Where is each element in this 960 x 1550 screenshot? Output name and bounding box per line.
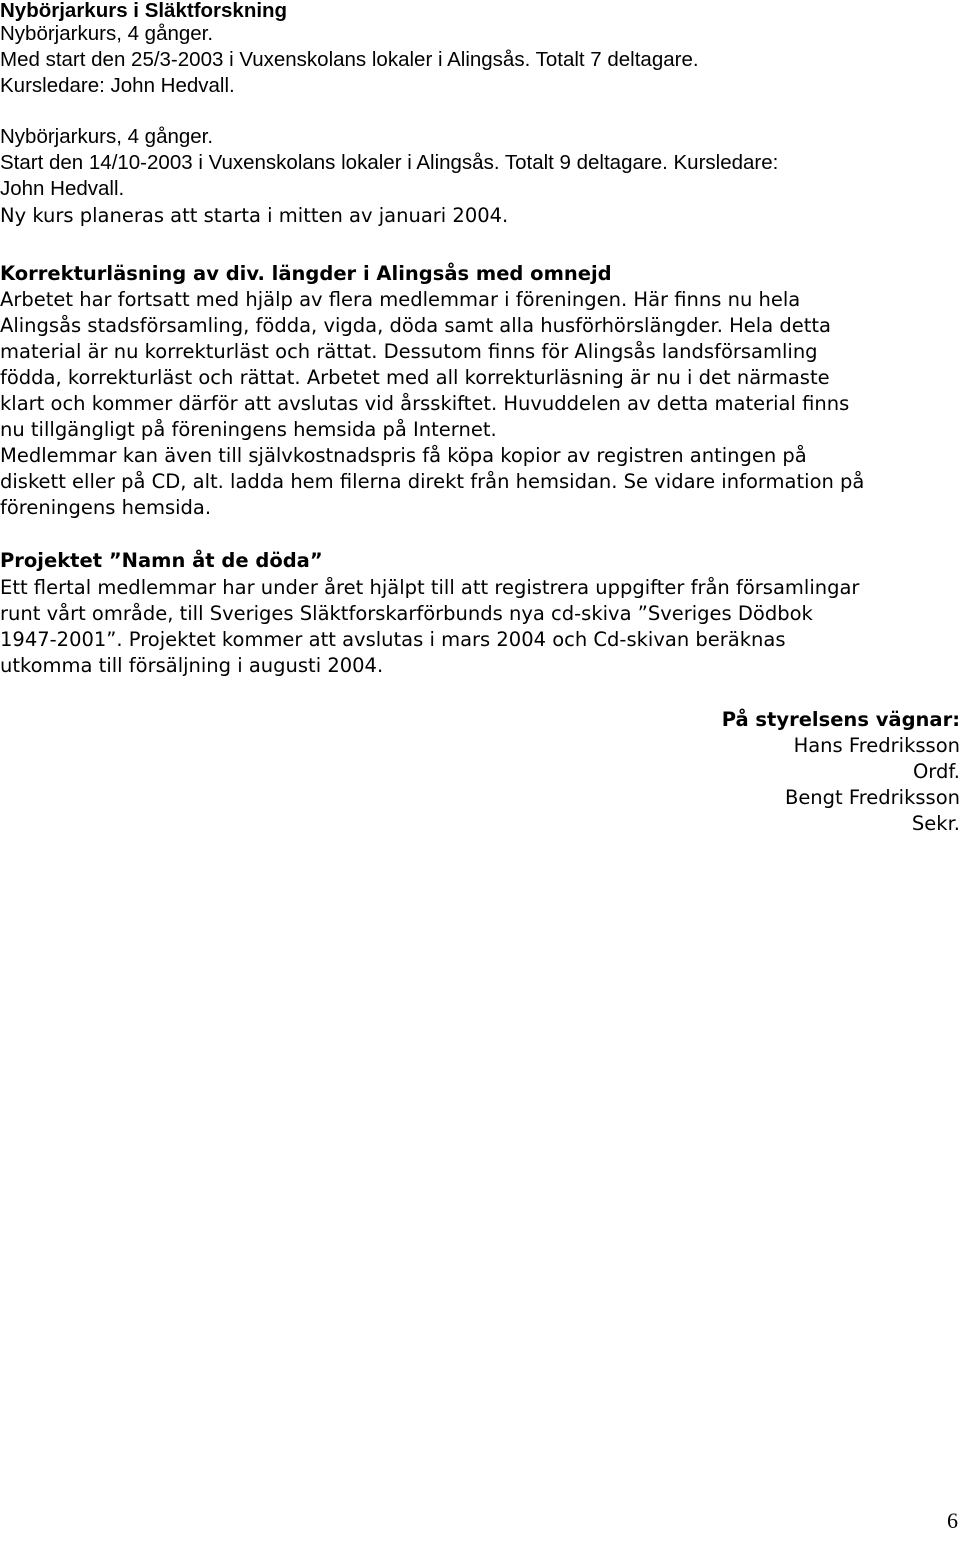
course1-line-2: Med start den 25/3-2003 i Vuxenskolans lokaler i Alingsås. Totalt 7 deltagare. [0, 48, 699, 71]
proofreading-line-7: Medlemmar kan även till självkostnadspris få köpa kopior av registren antingen på [0, 444, 807, 467]
course1-line-1: Nybörjarkurs, 4 gånger. [0, 22, 214, 45]
proofreading-line-6: nu tillgängligt på föreningens hemsida på Internet. [0, 418, 497, 441]
signature-title-chair: Ordf. [912, 760, 960, 783]
course2-line-3: John Hedvall. [0, 177, 125, 200]
project-line-1: Ett flertal medlemmar har under året hjälpt till att registrera uppgifter från församlingar [0, 576, 860, 599]
proofreading-line-8: diskett eller på CD, alt. ladda hem filerna direkt från hemsidan. Se vidare information på [0, 470, 865, 493]
section-heading-beginner-course: Nybörjarkurs i Släktforskning [0, 0, 288, 22]
course1-line-3: Kursledare: John Hedvall. [0, 74, 235, 97]
proofreading-line-1: Arbetet har fortsatt med hjälp av flera medlemmar i föreningen. Här finns nu hela [0, 288, 801, 311]
signature-name-chair: Hans Fredriksson [793, 734, 960, 757]
course2-line-4: Ny kurs planeras att starta i mitten av januari 2004. [0, 204, 509, 227]
signature-heading: På styrelsens vägnar: [721, 708, 960, 731]
project-line-3: 1947-2001”. Projektet kommer att avslutas i mars 2004 och Cd-skivan beräknas [0, 628, 786, 651]
page-number: 6 [947, 1508, 958, 1533]
section-heading-proofreading: Korrekturläsning av div. längder i Alingsås med omnejd [0, 262, 612, 285]
project-line-2: runt vårt område, till Sveriges Släktforskarförbunds nya cd-skiva ”Sveriges Dödbok [0, 602, 813, 625]
section-heading-project: Projektet ”Namn åt de döda” [0, 549, 323, 572]
proofreading-line-5: klart och kommer därför att avslutas vid årsskiftet. Huvuddelen av detta material finns [0, 392, 850, 415]
proofreading-line-3: material är nu korrekturläst och rättat. Dessutom finns för Alingsås landsförsamling [0, 340, 818, 363]
course2-line-2: Start den 14/10-2003 i Vuxenskolans lokaler i Alingsås. Totalt 9 deltagare. Kursledare: [0, 151, 779, 174]
course2-line-1: Nybörjarkurs, 4 gånger. [0, 125, 214, 148]
proofreading-line-9: föreningens hemsida. [0, 496, 212, 519]
project-line-4: utkomma till försäljning i augusti 2004. [0, 654, 384, 677]
signature-title-secretary: Sekr. [911, 812, 960, 835]
proofreading-line-2: Alingsås stadsförsamling, födda, vigda, döda samt alla husförhörslängder. Hela detta [0, 314, 831, 337]
proofreading-line-4: födda, korrekturläst och rättat. Arbetet med all korrekturläsning är nu i det närmaste [0, 366, 830, 389]
signature-name-secretary: Bengt Fredriksson [784, 786, 960, 809]
